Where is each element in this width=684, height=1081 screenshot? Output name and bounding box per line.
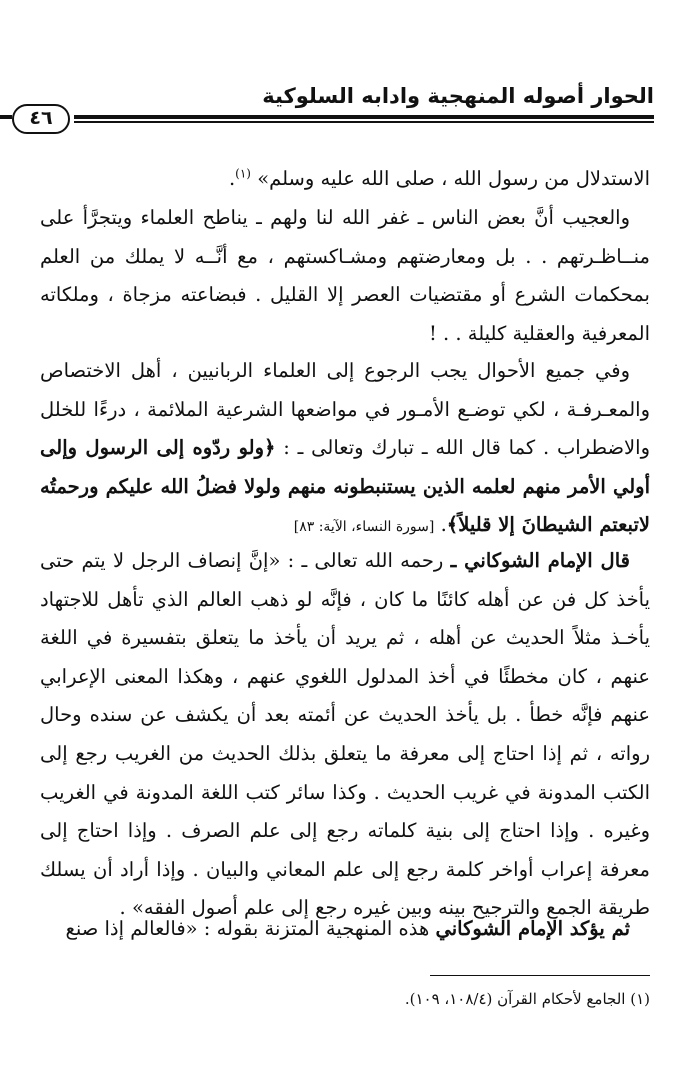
paragraph-5: [40, 910, 650, 949]
paragraph-3-tail: .: [440, 513, 447, 537]
footnote-1: [40, 986, 650, 1012]
paragraph-4: [40, 542, 650, 928]
paragraph-1-tail: .: [228, 167, 236, 190]
footnote-ref: (١): [235, 166, 251, 181]
paragraph-3: [40, 352, 650, 547]
paragraph-2: [40, 199, 650, 353]
paragraph-3-text: وفي جميع الأحوال يجب الرجوع إلى العلماء الربانيين ، أهل الاختصاص والمعـرفـة ، لكي توضـع الأمـور في مواضعها الشرعية الملائمة ، درءًا للخلل والاضطراب . كما قال الله ـ تبارك وتعالى ـ :: [40, 359, 650, 460]
paragraph-2-text: والعجيب أنَّ بعض الناس ـ غفر الله لنا ولهم ـ يناطح العلماء ويتجرَّأ على منــاظـرتهم . . بل ومعارضتهم ومشـاكستهم ، مع أنَّــه لا يملك من العلم بمحكمات الشرع أو مقتضيات العصر إلا القليل . فبضاعته مزجاة ، وملكاته المعرفية والعقلية كليلة . . !: [40, 206, 650, 345]
page-number: ٤٦: [12, 104, 70, 134]
paragraph-5-text: هذه المنهجية المتزنة بقوله : «فالعالم إذا صنع: [65, 917, 430, 940]
paragraph-1-text: الاستدلال من رسول الله ، صلى الله عليه وسلم»: [257, 167, 650, 190]
footnote-text: الجامع لأحكام القرآن (١٠٨/٤، ١٠٩).: [404, 990, 626, 1008]
header-rule: [74, 115, 654, 119]
header-rule-thin: [74, 121, 654, 123]
verse-citation: [سورة النساء، الآية: ٨٣]: [293, 519, 435, 536]
paragraph-4-text: رحمه الله تعالى ـ : «إنَّ إنصاف الرجل لا يتم حتى يأخذ كل فن عن أهله كائنًا ما كان ، فإنَّه لو ذهب العالم الذي تأهل للاجتهاد يأخـذ مثلاً الحديث عن أهله ، ثم يريد أن يأخذ ما يتعلق بتفسيرة في اللغة عنهم ، كان مخطئًا في أخذ المدلول اللغوي عنهم ، وهكذا المعنى الإعرابي عنهم فإنَّه خطأ . بل يأخذ الحديث عن أئمته بعد أن يكشف عن سنده وحال رواته ، ثم إذا احتاج إلى معرفة ما يتعلق بذلك الحديث من الغريب رجع إلى الكتب المدونة في غريب الحديث . وكذا سائر كتب اللغة المدونة في الغريب وغيره . وإذا احتاج إلى بنية كلماته رجع إلى علم الصرف . وإذا احتاج إلى معرفة إعراب أواخر كلمة رجع إلى علم المعاني والبيان . وإذا أراد أن يسلك طريقة الجمع والترجيح بينه وبين غيره رجع إلى علم أصول الفقه» .: [40, 549, 650, 920]
paragraph-1: [40, 160, 650, 199]
header-rule-end: [0, 115, 12, 119]
quran-verse: ﴿ولو ردّوه إلى الرسول وإلى أولي الأمر منهم لعلمه الذين يستنبطونه منهم ولولا فضلُ الله عليكم ورحمتُه لاتبعتم الشيطانَ إلا قليلاً﴾: [40, 436, 650, 537]
footnote-rule: [430, 975, 650, 976]
footnote-marker: (١): [630, 990, 650, 1008]
running-title: الحوار أصوله المنهجية وادابه السلوكية: [262, 84, 654, 108]
paragraph-4-lead: قال الإمام الشوكاني ـ: [450, 549, 630, 572]
paragraph-5-lead: ثم يؤكد الإمام الشوكاني: [435, 917, 630, 940]
